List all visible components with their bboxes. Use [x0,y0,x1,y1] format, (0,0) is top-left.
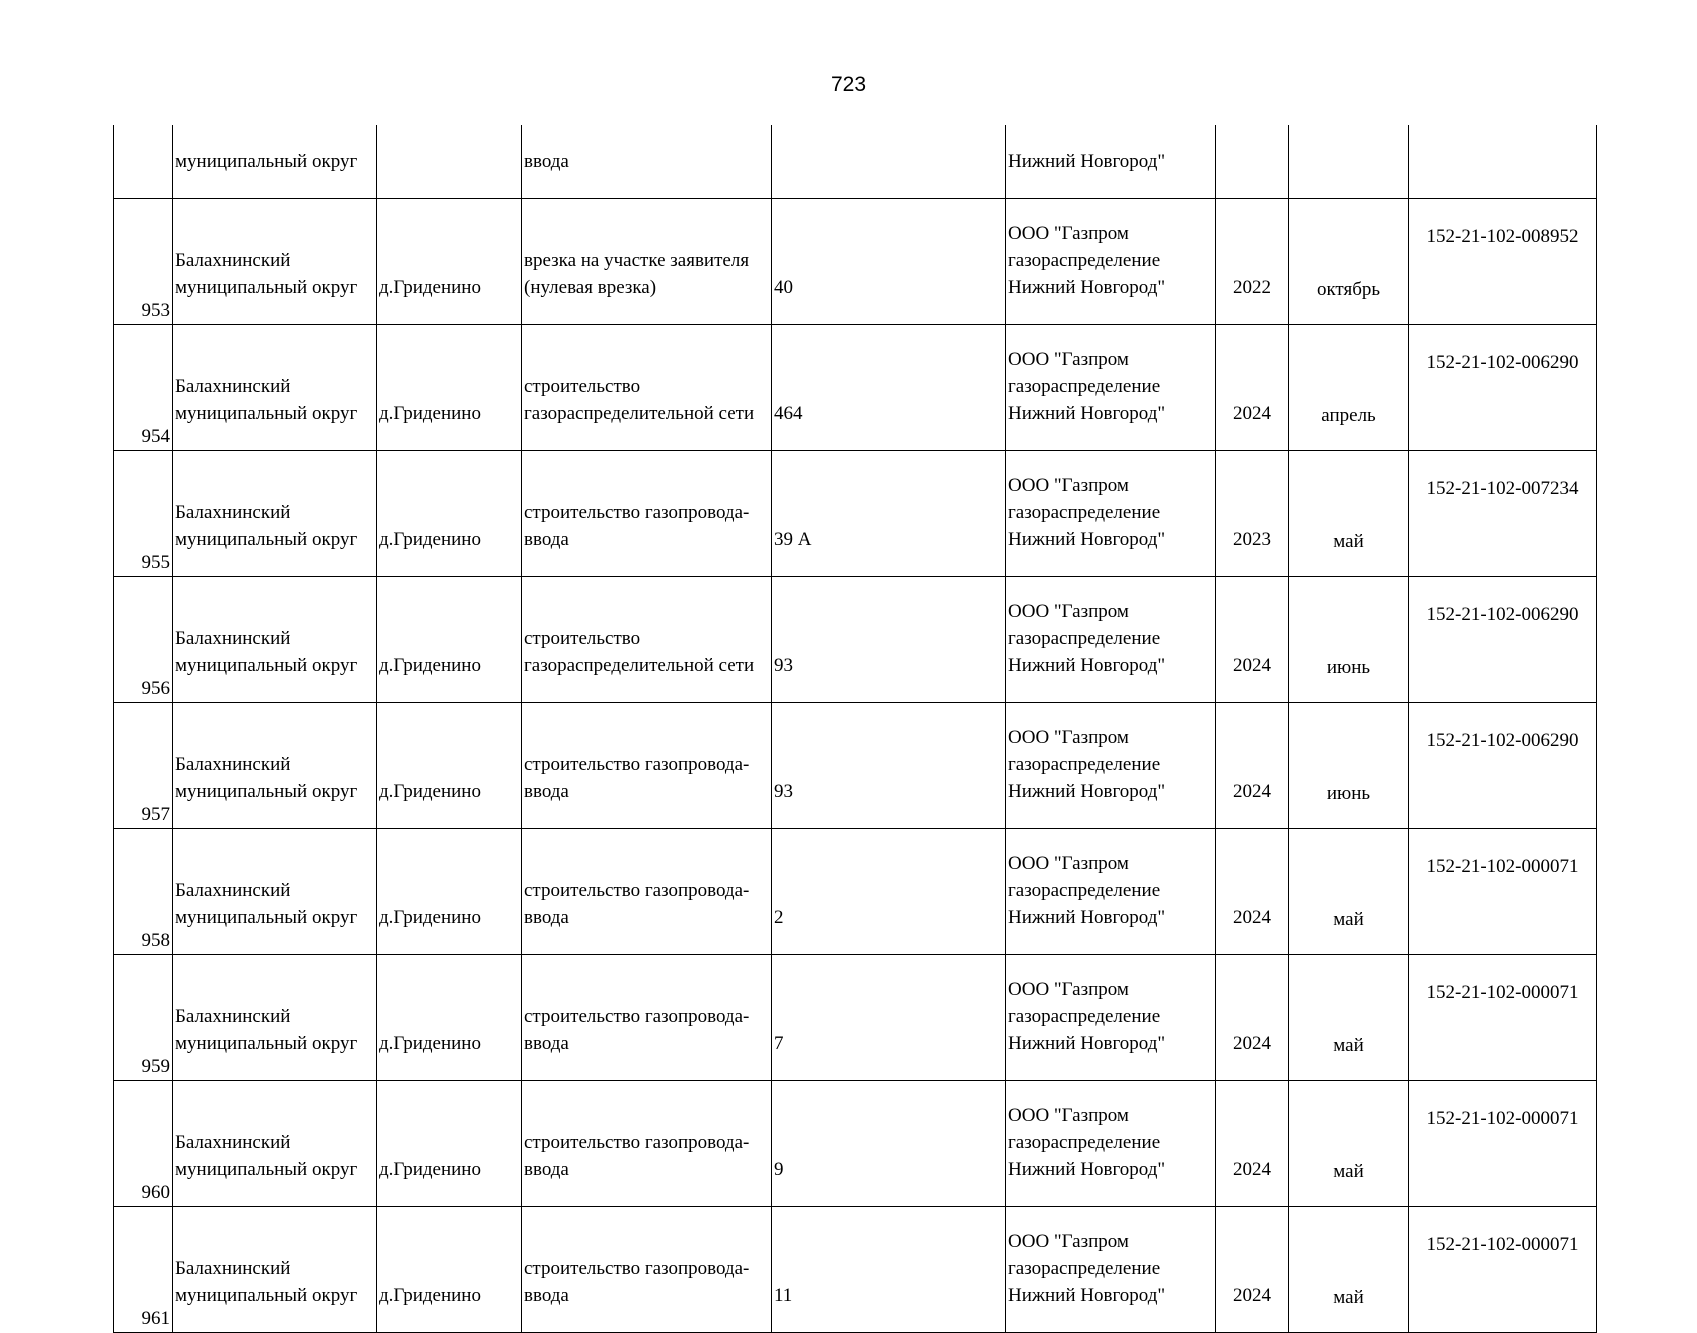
cell-house [772,199,1006,325]
work-type-line-1: строительство [524,628,641,649]
cell-district [173,451,377,577]
village-name: д.Гриденино [379,1285,481,1306]
cell-code [1409,703,1597,829]
cell-organization [1006,1081,1216,1207]
cell-village [377,125,522,199]
cell-work-type [522,829,772,955]
organization-line-3: Нижний Новгород" [1008,1159,1166,1180]
cell-num [114,703,173,829]
registry-code: 152-21-102-008952 [1426,226,1579,247]
organization-line-2: газораспределение [1008,376,1161,397]
month-value: май [1333,1035,1364,1056]
cell-month [1289,1207,1409,1333]
cell-num [114,325,173,451]
organization-line-2: газораспределение [1008,1258,1161,1279]
district-line-1: Балахнинский [175,1132,291,1153]
cell-code [1409,325,1597,451]
cell-house [772,451,1006,577]
work-type-line-1: строительство газопровода- [524,880,750,901]
cell-village [377,577,522,703]
cell-village [377,829,522,955]
village-name: д.Гриденино [379,403,481,424]
house-number: 40 [774,277,793,298]
organization-line-3: Нижний Новгород" [1008,781,1166,802]
district-line-2: муниципальный округ [175,403,358,424]
cell-year [1216,125,1289,199]
page-number: 723 [830,73,867,96]
row-number: 957 [141,804,170,825]
table-body [114,125,1597,1333]
work-type-line-1: строительство газопровода- [524,754,750,775]
cell-work-type [522,451,772,577]
cell-village [377,703,522,829]
organization-line-3: Нижний Новгород" [1008,907,1166,928]
organization-line-3: Нижний Новгород" [1008,277,1166,298]
work-type-line-1: строительство [524,376,641,397]
district-line-1: Балахнинский [175,250,291,271]
cell-code [1409,125,1597,199]
house-number: 11 [774,1285,793,1306]
work-type-line-2: ввода [524,529,569,550]
registry-code: 152-21-102-007234 [1426,478,1579,499]
cell-num [114,1081,173,1207]
organization-line-1: ООО "Газпром [1008,475,1129,496]
district-line-1: Балахнинский [175,376,291,397]
cell-work-type [522,703,772,829]
cell-district: муниципальный округ [173,125,377,199]
cell-house [772,829,1006,955]
village-name: д.Гриденино [379,907,481,928]
cell-district [173,703,377,829]
organization-line-2: газораспределение [1008,1006,1161,1027]
cell-organization [1006,451,1216,577]
house-number: 2 [774,907,784,928]
cell-year [1216,829,1289,955]
month-value: октябрь [1316,279,1381,300]
work-type-line-2: (нулевая врезка) [524,277,657,298]
district-line-1: Балахнинский [175,880,291,901]
cell-district [173,1081,377,1207]
house-number: 39 А [774,529,812,550]
table-row [114,955,1597,1081]
village-name: д.Гриденино [379,277,481,298]
cell-num [114,125,173,199]
organization-line-1: ООО "Газпром [1008,1231,1129,1252]
row-number: 958 [141,930,170,951]
cell-village [377,1081,522,1207]
work-type-line-2: ввода [524,781,569,802]
house-number: 464 [774,403,803,424]
house-number: 93 [774,781,793,802]
organization-line-1: ООО "Газпром [1008,727,1129,748]
cell-work-type [522,199,772,325]
registry-code: 152-21-102-006290 [1426,352,1579,373]
year-value: 2024 [1233,907,1271,928]
cell-organization [1006,325,1216,451]
cell-code [1409,577,1597,703]
district-line-2: муниципальный округ [175,1285,358,1306]
month-value: апрель [1321,405,1376,426]
cell-month [1289,1081,1409,1207]
cell-work-type [522,325,772,451]
registry-code: 152-21-102-000071 [1426,856,1579,877]
work-type-line-1: строительство газопровода- [524,1132,750,1153]
year-value: 2024 [1233,1159,1271,1180]
year-value: 2024 [1233,781,1271,802]
district-line-1: Балахнинский [175,628,291,649]
work-type-line-2: газораспределительной сети [524,655,755,676]
month-value: май [1333,531,1364,552]
month-value: май [1333,909,1364,930]
row-number: 959 [141,1056,170,1077]
organization-line-1: ООО "Газпром [1008,979,1129,1000]
month-value: июнь [1326,783,1371,804]
cell-code [1409,199,1597,325]
organization-line-2: газораспределение [1008,1132,1161,1153]
cell-num [114,1207,173,1333]
row-number: 956 [141,678,170,699]
cell-village [377,1207,522,1333]
village-name: д.Гриденино [379,529,481,550]
cell-num [114,199,173,325]
cell-house [772,325,1006,451]
registry-code: 152-21-102-000071 [1426,1234,1579,1255]
registry-code: 152-21-102-006290 [1426,730,1579,751]
work-type-line-1: строительство газопровода- [524,1006,750,1027]
cell-num [114,955,173,1081]
year-value: 2024 [1233,655,1271,676]
registry-code: 152-21-102-000071 [1426,982,1579,1003]
organization-line-2: газораспределение [1008,754,1161,775]
organization-line-2: газораспределение [1008,880,1161,901]
year-value: 2024 [1233,403,1271,424]
row-number: 960 [141,1182,170,1203]
cell-code [1409,829,1597,955]
organization-line-3: Нижний Новгород" [1008,1033,1166,1054]
cell-work-type [522,1207,772,1333]
district-line-1: Балахнинский [175,1006,291,1027]
cell-district [173,955,377,1081]
cell-month [1289,451,1409,577]
cell-num [114,577,173,703]
district-line-2: муниципальный округ [175,655,358,676]
cell-district [173,199,377,325]
continuation-row [114,125,1597,199]
district-line-1: Балахнинский [175,1258,291,1279]
cell-house [772,577,1006,703]
cell-year [1216,577,1289,703]
month-value: июнь [1326,657,1371,678]
house-number: 93 [774,655,793,676]
work-type-line-2: газораспределительной сети [524,403,755,424]
cell-year [1216,1207,1289,1333]
cell-year [1216,199,1289,325]
work-type-line-2: ввода [524,1159,569,1180]
organization-line-3: Нижний Новгород" [1008,655,1166,676]
cell-house [772,955,1006,1081]
district-line-2: муниципальный округ [175,1033,358,1054]
table-row [114,577,1597,703]
organization-line-1: ООО "Газпром [1008,1105,1129,1126]
organization-line-3: Нижний Новгород" [1008,1285,1166,1306]
table-row [114,829,1597,955]
cell-organization [1006,577,1216,703]
cell-year [1216,325,1289,451]
cell-organization [1006,955,1216,1081]
cell-num [114,451,173,577]
table-row [114,1081,1597,1207]
registry-code: 152-21-102-006290 [1426,604,1579,625]
cell-district [173,325,377,451]
district-line-2: муниципальный округ [175,1159,358,1180]
table-row [114,703,1597,829]
cell-house [772,1207,1006,1333]
district-line-2: муниципальный округ [175,781,358,802]
row-number: 953 [141,300,170,321]
district-line-1: Балахнинский [175,754,291,775]
cell-code [1409,955,1597,1081]
row-number: 955 [141,552,170,573]
cell-organization [1006,199,1216,325]
work-type-line-2: ввода [524,907,569,928]
organization-line-1: ООО "Газпром [1008,349,1129,370]
cell-year [1216,451,1289,577]
row-number: 954 [141,426,170,447]
cell-organization [1006,703,1216,829]
cell-month [1289,703,1409,829]
work-type-line-2: ввода [524,1285,569,1306]
cell-district [173,829,377,955]
table-row [114,199,1597,325]
organization-line-3: Нижний Новгород" [1008,529,1166,550]
year-value: 2022 [1233,277,1271,298]
cell-work-type [522,1081,772,1207]
cell-year [1216,703,1289,829]
village-name: д.Гриденино [379,1159,481,1180]
cell-village [377,199,522,325]
table-row [114,325,1597,451]
cell-month [1289,325,1409,451]
registry-code: 152-21-102-000071 [1426,1108,1579,1129]
month-value: май [1333,1161,1364,1182]
gasification-registry-table [113,125,1597,1333]
cell-organization [1006,829,1216,955]
work-type-line-2: ввода [524,1033,569,1054]
cell-work-type: ввода [522,125,772,199]
cell-district [173,1207,377,1333]
cell-district [173,577,377,703]
row-number: 961 [141,1308,170,1329]
cell-house [772,125,1006,199]
district-line-2: муниципальный округ [175,907,358,928]
village-name: д.Гриденино [379,1033,481,1054]
cell-village [377,451,522,577]
cell-num [114,829,173,955]
cell-organization: Нижний Новгород" [1006,125,1216,199]
work-type-line-1: строительство газопровода- [524,1258,750,1279]
cell-house [772,703,1006,829]
year-value: 2024 [1233,1033,1271,1054]
table-row [114,1207,1597,1333]
table-row [114,451,1597,577]
cell-code [1409,1081,1597,1207]
cell-month [1289,577,1409,703]
year-value: 2023 [1233,529,1271,550]
organization-line-2: газораспределение [1008,250,1161,271]
cell-year [1216,955,1289,1081]
cell-month [1289,125,1409,199]
cell-village [377,955,522,1081]
cell-house [772,1081,1006,1207]
cell-organization [1006,1207,1216,1333]
district-line-2: муниципальный округ [175,529,358,550]
work-type-line-1: врезка на участке заявителя [524,250,750,271]
cell-month [1289,829,1409,955]
district-line-2: муниципальный округ [175,277,358,298]
house-number: 7 [774,1033,784,1054]
cell-code [1409,451,1597,577]
organization-line-2: газораспределение [1008,628,1161,649]
cell-month [1289,199,1409,325]
village-name: д.Гриденино [379,781,481,802]
cell-work-type [522,577,772,703]
cell-village [377,325,522,451]
cell-year [1216,1081,1289,1207]
district-line-1: Балахнинский [175,502,291,523]
organization-line-1: ООО "Газпром [1008,223,1129,244]
house-number: 9 [774,1159,784,1180]
organization-line-2: газораспределение [1008,502,1161,523]
month-value: май [1333,1287,1364,1308]
cell-code [1409,1207,1597,1333]
cell-month [1289,955,1409,1081]
organization-line-1: ООО "Газпром [1008,601,1129,622]
work-type-line-1: строительство газопровода- [524,502,750,523]
cell-work-type [522,955,772,1081]
village-name: д.Гриденино [379,655,481,676]
organization-line-1: ООО "Газпром [1008,853,1129,874]
year-value: 2024 [1233,1285,1271,1306]
organization-line-3: Нижний Новгород" [1008,403,1166,424]
